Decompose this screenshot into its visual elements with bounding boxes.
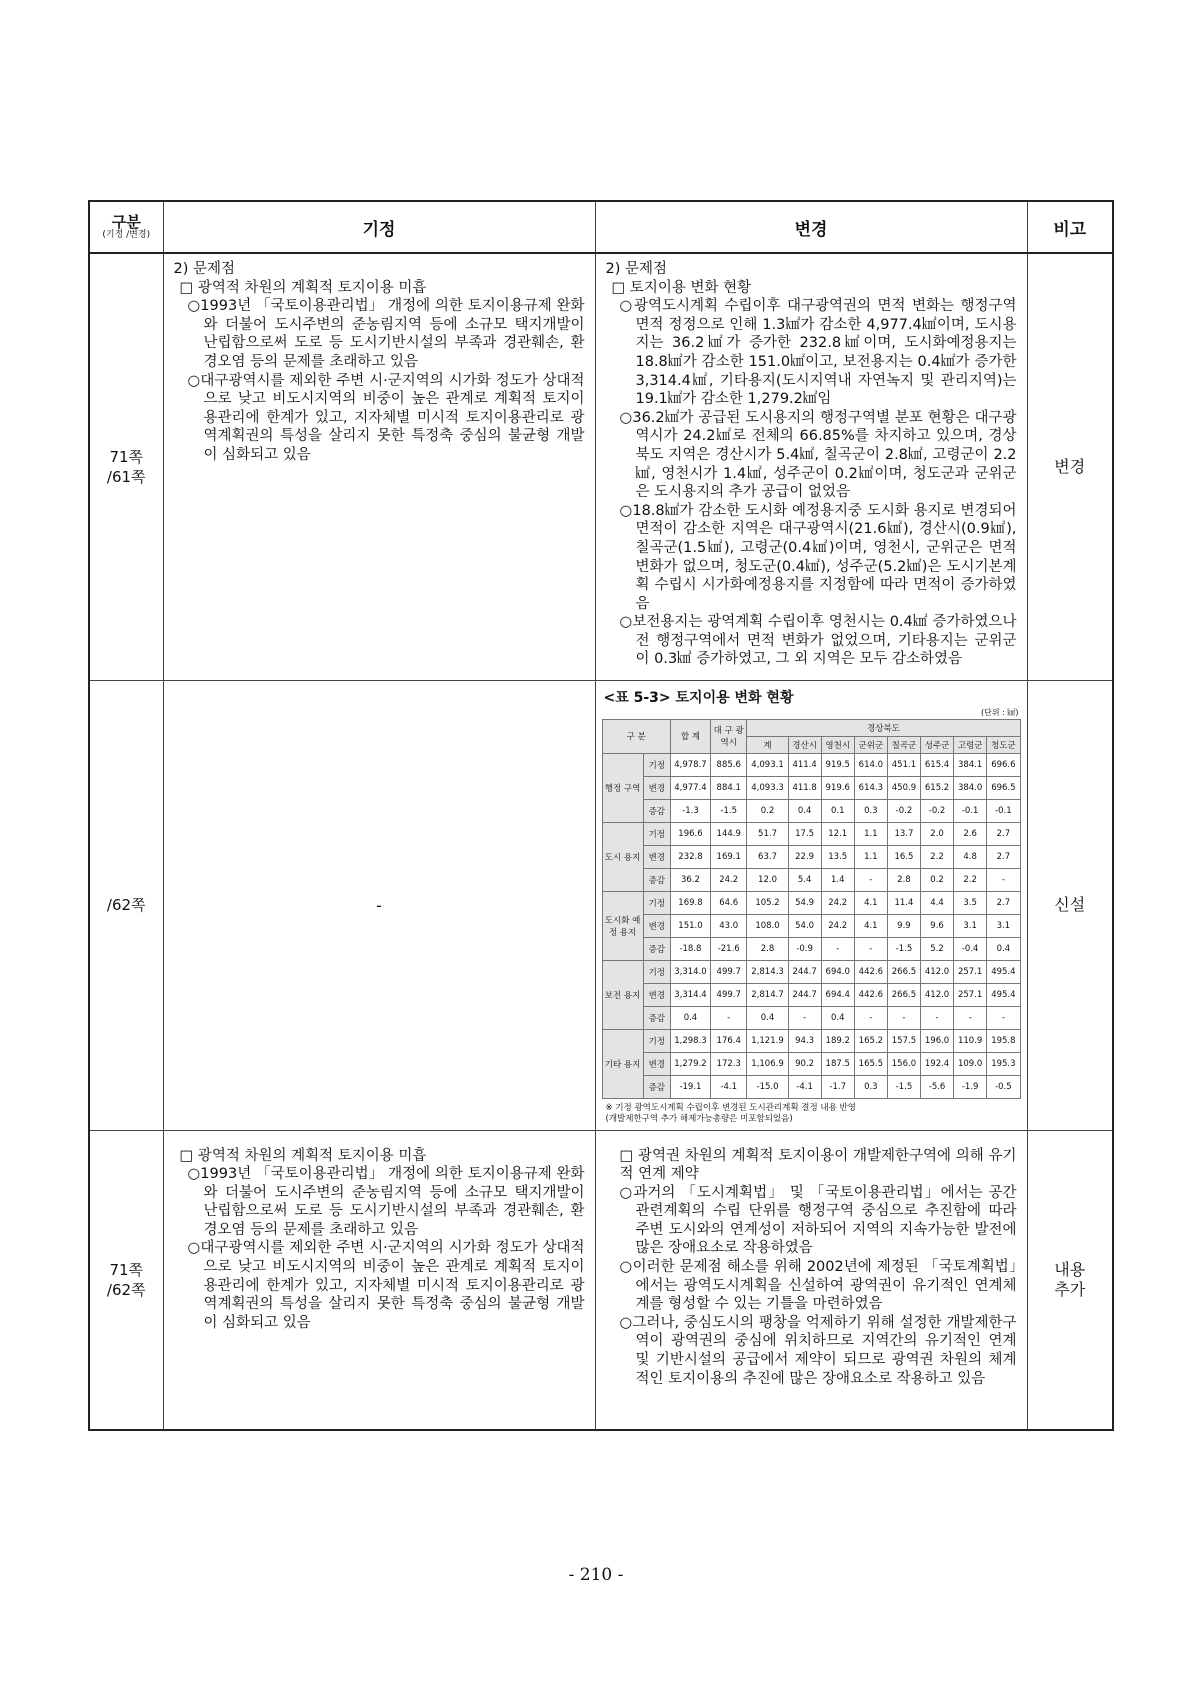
table-cell: 3,314.4 — [670, 983, 710, 1006]
table-cell: 196.6 — [670, 822, 710, 845]
land-use-table-footnote: ※ 기정 광역도시계획 수립이후 변경된 도시관리계획 결정 내용 반영 (개발제한구역 추가 해제가능총량은 미포함되었음) — [605, 1102, 856, 1124]
row-label: 변경 — [643, 983, 670, 1006]
table-cell: 16.5 — [887, 845, 920, 868]
table-cell: 11.4 — [887, 891, 920, 914]
table-cell: 885.6 — [710, 753, 747, 776]
table-cell: -0.2 — [887, 799, 920, 822]
table-cell: - — [854, 937, 887, 960]
row-label: 증감 — [643, 937, 670, 960]
table-cell: 1.1 — [854, 845, 887, 868]
table-cell: 195.8 — [987, 1029, 1020, 1052]
table-cell: 157.5 — [887, 1029, 920, 1052]
table-row — [602, 776, 1020, 799]
land-use-table-unit: (단위 : ㎢) — [981, 707, 1019, 717]
row-label: 변경 — [643, 845, 670, 868]
table-cell: 0.4 — [747, 1006, 788, 1029]
table-cell: 0.4 — [788, 799, 821, 822]
table-cell: 499.7 — [710, 960, 747, 983]
table-cell: 442.6 — [854, 960, 887, 983]
table-cell: 257.1 — [954, 960, 987, 983]
paragraph: 2) 문제점 — [605, 261, 668, 277]
table-cell: -4.1 — [710, 1075, 747, 1098]
table-cell: -5.6 — [921, 1075, 954, 1098]
table-cell: 4,978.7 — [670, 753, 710, 776]
table-cell: 187.5 — [821, 1052, 854, 1075]
table-cell: 384.1 — [954, 753, 987, 776]
table-cell: 499.7 — [710, 983, 747, 1006]
table-cell: 110.9 — [954, 1029, 987, 1052]
table-cell: 24.2 — [821, 914, 854, 937]
table-cell: 884.1 — [710, 776, 747, 799]
table-cell: 451.1 — [887, 753, 920, 776]
table-cell: 17.5 — [788, 822, 821, 845]
table-cell: 2.8 — [887, 868, 920, 891]
table-cell: 0.2 — [921, 868, 954, 891]
table-row — [602, 799, 1020, 822]
table-cell: 0.4 — [670, 1006, 710, 1029]
table-cell: 169.8 — [670, 891, 710, 914]
table-cell: 5.4 — [788, 868, 821, 891]
row-label: 증감 — [643, 799, 670, 822]
row-label: 증감 — [643, 1075, 670, 1098]
table-cell: 2.8 — [747, 937, 788, 960]
group-label: 보전 용지 — [602, 960, 643, 1029]
table-cell: 411.4 — [788, 753, 821, 776]
table-cell: -0.9 — [788, 937, 821, 960]
table-cell: 24.2 — [710, 868, 747, 891]
table-cell: -1.5 — [710, 799, 747, 822]
row2-note: 신설 — [1027, 680, 1113, 1130]
table-cell: 2,814.3 — [747, 960, 788, 983]
table-cell: -0.1 — [987, 799, 1020, 822]
table-cell: 412.0 — [921, 960, 954, 983]
table-cell: 2.2 — [921, 845, 954, 868]
row2-category: /62쪽 — [89, 680, 163, 1130]
row1-before — [163, 253, 595, 680]
paragraph: ○대구광역시를 제외한 주변 시·군지역의 시가화 정도가 상대적으로 낮고 비도시지역의 비중이 높은 관계로 계획적 토지이용관리에 한계가 있고, 지자체별 미시적 토지이용관리로 광역계획권의 특성을 살리지 못한 특정축 중심의 불균형 개발이 심화되고 있음 — [187, 372, 585, 463]
table-cell: 411.8 — [788, 776, 821, 799]
table-cell: 109.0 — [954, 1052, 987, 1075]
row-land-use-table — [89, 680, 1113, 1130]
table-cell: 2,814.7 — [747, 983, 788, 1006]
table-cell: - — [987, 1006, 1020, 1029]
paragraph: ○1993년 「국토이용관리법」 개정에 의한 토지이용규제 완화와 더불어 도시주변의 준농림지역 등에 소규모 택지개발이 난립함으로써 도로 등 도시기반시설의 부족과 경관훼손, 환경오염 등의 문제를 초래하고 있음 — [187, 1166, 585, 1238]
row2-after — [595, 680, 1027, 1130]
table-cell: - — [954, 1006, 987, 1029]
table-row — [602, 822, 1020, 845]
table-cell: -1.5 — [887, 1075, 920, 1098]
paragraph: □ 광역권 차원의 계획적 토지이용이 개발제한구역에 의해 유기적 연계 제약 — [619, 1147, 1017, 1183]
table-cell: -1.3 — [670, 799, 710, 822]
table-cell: 54.0 — [788, 914, 821, 937]
table-cell: 192.4 — [921, 1052, 954, 1075]
col-sub: 군위군 — [854, 736, 887, 753]
table-cell: 614.0 — [854, 753, 887, 776]
col-gubun: 구 분 — [602, 719, 670, 753]
header-after: 변경 — [595, 201, 1027, 253]
table-cell: - — [854, 868, 887, 891]
table-cell: 0.3 — [854, 1075, 887, 1098]
paragraph: ○과거의 「도시계획법」 및 「국토이용관리법」에서는 공간관련계획의 수립 단위를 행정구역 중심으로 추진함에 따라 주변 도시와의 연계성이 저하되어 지역의 지속가능한 발전에 많은 장애요소로 작용하였음 — [619, 1184, 1017, 1257]
table-cell: 36.2 — [670, 868, 710, 891]
header-category: 구분 (기정 /변경) — [89, 201, 163, 253]
table-cell: - — [887, 1006, 920, 1029]
table-cell: 919.6 — [821, 776, 854, 799]
table-cell: -18.8 — [670, 937, 710, 960]
table-cell: 12.0 — [747, 868, 788, 891]
row3-after-text — [596, 1131, 1027, 1395]
table-row — [602, 1006, 1020, 1029]
row-label: 기정 — [643, 753, 670, 776]
table-cell: 1,106.9 — [747, 1052, 788, 1075]
table-cell: 156.0 — [887, 1052, 920, 1075]
table-cell: 4.4 — [921, 891, 954, 914]
table-cell: 0.2 — [747, 799, 788, 822]
land-use-table-title: <표 5-3> 토지이용 변화 현황 — [603, 689, 794, 706]
table-cell: 495.4 — [987, 983, 1020, 1006]
table-cell: -15.0 — [747, 1075, 788, 1098]
col-sub: 고령군 — [954, 736, 987, 753]
table-cell: 4.1 — [854, 914, 887, 937]
table-cell: 22.9 — [788, 845, 821, 868]
table-cell: 919.5 — [821, 753, 854, 776]
paragraph: 2) 문제점 — [173, 261, 236, 277]
table-cell: -0.1 — [954, 799, 987, 822]
table-cell: - — [921, 1006, 954, 1029]
table-cell: 614.3 — [854, 776, 887, 799]
table-cell: 4,093.3 — [747, 776, 788, 799]
table-cell: 144.9 — [710, 822, 747, 845]
table-cell: 696.5 — [987, 776, 1020, 799]
table-cell: 244.7 — [788, 983, 821, 1006]
row3-before-text — [164, 1131, 595, 1339]
group-label: 도시 용지 — [602, 822, 643, 891]
table-cell: 2.0 — [921, 822, 954, 845]
paragraph: ○이러한 문제점 해소를 위해 2002년에 제정된 「국토계획법」에서는 광역도시계획을 신설하여 광역권이 유기적인 연계체계를 형성할 수 있는 기틀을 마련하였음 — [619, 1259, 1017, 1313]
col-daegu: 대 구 광역시 — [710, 719, 747, 753]
row3-before — [163, 1130, 595, 1430]
table-cell: 9.9 — [887, 914, 920, 937]
table-row — [602, 845, 1020, 868]
row3-category: 71쪽 /62쪽 — [89, 1130, 163, 1430]
table-cell: -0.4 — [954, 937, 987, 960]
header-row — [89, 201, 1113, 253]
table-cell: -0.5 — [987, 1075, 1020, 1098]
col-sub: 영천시 — [821, 736, 854, 753]
col-sub: 청도군 — [987, 736, 1020, 753]
table-cell: 151.0 — [670, 914, 710, 937]
table-cell: 442.6 — [854, 983, 887, 1006]
table-row — [602, 1029, 1020, 1052]
table-row — [602, 1075, 1020, 1098]
table-row — [602, 1052, 1020, 1075]
table-cell: -0.2 — [921, 799, 954, 822]
paragraph: ○그러나, 중심도시의 팽창을 억제하기 위해 설정한 개발제한구역이 광역권의 중심에 위치하므로 지역간의 유기적인 연계 및 기반시설의 공급에서 제약이 되므로 광역권 차원의 체계적인 토지이용의 추진에 많은 장애요소로 작용하고 있음 — [619, 1314, 1017, 1387]
table-cell: 2.7 — [987, 822, 1020, 845]
table-row — [602, 983, 1020, 1006]
col-total: 합 계 — [670, 719, 710, 753]
table-cell: 495.4 — [987, 960, 1020, 983]
table-row — [602, 914, 1020, 937]
table-cell: 3.1 — [987, 914, 1020, 937]
table-cell: 24.2 — [821, 891, 854, 914]
col-sub: 성주군 — [921, 736, 954, 753]
col-sub: 경산시 — [788, 736, 821, 753]
col-gyeongbuk: 경상북도 — [747, 719, 1020, 736]
table-cell: 384.0 — [954, 776, 987, 799]
row1-after — [595, 253, 1027, 680]
table-cell: 195.3 — [987, 1052, 1020, 1075]
paragraph: ○대구광역시를 제외한 주변 시·군지역의 시가화 정도가 상대적으로 낮고 비도시지역의 비중이 높은 관계로 계획적 토지이용관리에 한계가 있고, 지자체별 미시적 토지이용관리로 광역계획권의 특성을 살리지 못한 특정축 중심의 불균형 개발이 심화되고 있음 — [187, 1240, 585, 1331]
table-cell: 257.1 — [954, 983, 987, 1006]
table-cell: 2.2 — [954, 868, 987, 891]
row-label: 변경 — [643, 776, 670, 799]
table-cell: 3.1 — [954, 914, 987, 937]
row-label: 기정 — [643, 1029, 670, 1052]
table-cell: 4,977.4 — [670, 776, 710, 799]
table-cell: 94.3 — [788, 1029, 821, 1052]
table-cell: 4.1 — [854, 891, 887, 914]
row2-before: - — [163, 680, 595, 1130]
table-cell: 450.9 — [887, 776, 920, 799]
header-note: 비고 — [1027, 201, 1113, 253]
table-cell: 1,279.2 — [670, 1052, 710, 1075]
table-cell: -19.1 — [670, 1075, 710, 1098]
table-cell: 412.0 — [921, 983, 954, 1006]
table-cell: - — [821, 937, 854, 960]
table-cell: 2.6 — [954, 822, 987, 845]
header-before: 기정 — [163, 201, 595, 253]
table-row — [602, 753, 1020, 776]
group-label: 기타 용지 — [602, 1029, 643, 1098]
table-cell: 43.0 — [710, 914, 747, 937]
table-cell: 1.1 — [854, 822, 887, 845]
table-cell: - — [854, 1006, 887, 1029]
row-label: 증감 — [643, 1006, 670, 1029]
table-cell: 1,121.9 — [747, 1029, 788, 1052]
table-cell: 696.6 — [987, 753, 1020, 776]
table-cell: 266.5 — [887, 983, 920, 1006]
row-problems — [89, 253, 1113, 680]
table-cell: -1.9 — [954, 1075, 987, 1098]
table-cell: 5.2 — [921, 937, 954, 960]
table-cell: -1.7 — [821, 1075, 854, 1098]
table-cell: 165.5 — [854, 1052, 887, 1075]
paragraph: □ 광역적 차원의 계획적 토지이용 미흡 — [179, 1147, 427, 1164]
table-cell: 694.4 — [821, 983, 854, 1006]
table-cell: 64.6 — [710, 891, 747, 914]
row1-after-text — [596, 254, 1027, 675]
table-header-row — [602, 719, 1020, 736]
table-cell: 3,314.0 — [670, 960, 710, 983]
row-label: 기정 — [643, 960, 670, 983]
table-cell: 1.4 — [821, 868, 854, 891]
row-regional-planning — [89, 1130, 1113, 1430]
table-cell: 0.4 — [821, 1006, 854, 1029]
col-sub: 계 — [747, 736, 788, 753]
table-cell: -4.1 — [788, 1075, 821, 1098]
table-cell: 108.0 — [747, 914, 788, 937]
row1-note: 변경 — [1027, 253, 1113, 680]
table-cell: 0.1 — [821, 799, 854, 822]
table-cell: 105.2 — [747, 891, 788, 914]
row-label: 기정 — [643, 822, 670, 845]
table-cell: 90.2 — [788, 1052, 821, 1075]
table-cell: 615.2 — [921, 776, 954, 799]
table-cell: 9.6 — [921, 914, 954, 937]
table-row — [602, 891, 1020, 914]
table-cell: 0.3 — [854, 799, 887, 822]
table-cell: 4.8 — [954, 845, 987, 868]
paragraph: ○광역도시계획 수립이후 대구광역권의 면적 변화는 행정구역 면적 정정으로 인해 1.3㎢가 감소한 4,977.4㎢이며, 도시용지는 36.2㎢가 증가한 232.8㎢이며, 도시화예정용지는 18.8㎢가 감소한 151.0㎢이고, 보전용지는 0.4㎢가 증가한 3,314.4㎢, 기타용지(도시지역내 자연녹지 및 관리지역)는 19.1㎢가 감소한 1,279.2㎢임 — [619, 298, 1017, 408]
table-cell: -1.5 — [887, 937, 920, 960]
table-cell: 13.7 — [887, 822, 920, 845]
table-cell: 12.1 — [821, 822, 854, 845]
table-cell: - — [788, 1006, 821, 1029]
table-cell: 3.5 — [954, 891, 987, 914]
row3-note: 내용 추가 — [1027, 1130, 1113, 1430]
row-label: 기정 — [643, 891, 670, 914]
table-cell: 2.7 — [987, 845, 1020, 868]
page-number: - 210 - — [568, 1565, 624, 1585]
table-cell: 4,093.1 — [747, 753, 788, 776]
table-cell: 694.0 — [821, 960, 854, 983]
paragraph: □ 광역적 차원의 계획적 토지이용 미흡 — [179, 279, 427, 296]
paragraph: ○36.2㎢가 공급된 도시용지의 행정구역별 분포 현황은 대구광역시가 24.2㎢로 전체의 66.85%를 차지하고 있으며, 경상북도 지역은 경산시가 5.4㎢, 칠곡군이 2.8㎢, 고령군이 2.2㎢, 영천시가 1.4㎢, 성주군이 0.2㎢이며, 청도군과 군위군은 도시용지의 추가 공급이 없었음 — [619, 409, 1017, 501]
paragraph: □ 토지이용 변화 현황 — [611, 279, 752, 296]
land-use-change-table — [602, 719, 1021, 1099]
col-sub: 칠곡군 — [887, 736, 920, 753]
comparison-table — [88, 200, 1114, 1431]
group-label: 행정 구역 — [602, 753, 643, 822]
table-cell: 232.8 — [670, 845, 710, 868]
paragraph: ○1993년 「국토이용관리법」 개정에 의한 토지이용규제 완화와 더불어 도시주변의 준농림지역 등에 소규모 택지개발이 난립함으로써 도로 등 도시기반시설의 부족과 경관훼손, 환경오염 등의 문제를 초래하고 있음 — [187, 298, 585, 370]
row-label: 증감 — [643, 868, 670, 891]
table-cell: 172.3 — [710, 1052, 747, 1075]
table-cell: 63.7 — [747, 845, 788, 868]
table-cell: 189.2 — [821, 1029, 854, 1052]
table-cell: 244.7 — [788, 960, 821, 983]
table-cell: 51.7 — [747, 822, 788, 845]
table-cell: - — [710, 1006, 747, 1029]
row1-category: 71쪽 /61쪽 — [89, 253, 163, 680]
table-cell: 2.7 — [987, 891, 1020, 914]
table-cell: 169.1 — [710, 845, 747, 868]
paragraph: ○18.8㎢가 감소한 도시화 예정용지중 도시화 용지로 변경되어 면적이 감소한 지역은 대구광역시(21.6㎢), 경산시(0.9㎢), 칠곡군(1.5㎢), 고령군(0.4㎢)이며, 영천시, 군위군은 면적 변화가 없으며, 청도군(0.4㎢), 성주군(5.2㎢)은 도시기본계획 수립시 시가화예정용지를 지정함에 따라 면적이 증가하였음 — [619, 502, 1017, 612]
row3-after — [595, 1130, 1027, 1430]
table-cell: 0.4 — [987, 937, 1020, 960]
row-label: 변경 — [643, 914, 670, 937]
table-cell: 266.5 — [887, 960, 920, 983]
table-row — [602, 960, 1020, 983]
table-cell: 165.2 — [854, 1029, 887, 1052]
table-cell: 176.4 — [710, 1029, 747, 1052]
row-label: 변경 — [643, 1052, 670, 1075]
table-cell: 13.5 — [821, 845, 854, 868]
table-cell: -21.6 — [710, 937, 747, 960]
group-label: 도시화 예정 용지 — [602, 891, 643, 960]
table-row — [602, 937, 1020, 960]
table-row — [602, 868, 1020, 891]
table-cell: - — [987, 868, 1020, 891]
row1-before-text — [164, 254, 595, 471]
table-cell: 54.9 — [788, 891, 821, 914]
paragraph: ○보전용지는 광역계획 수립이후 영천시는 0.4㎢ 증가하였으나 전 행정구역에서 면적 변화가 없었으며, 기타용지는 군위군이 0.3㎢ 증가하였고, 그 외 지역은 모두 감소하였음 — [619, 614, 1017, 668]
table-cell: 1,298.3 — [670, 1029, 710, 1052]
table-cell: 615.4 — [921, 753, 954, 776]
table-cell: 196.0 — [921, 1029, 954, 1052]
